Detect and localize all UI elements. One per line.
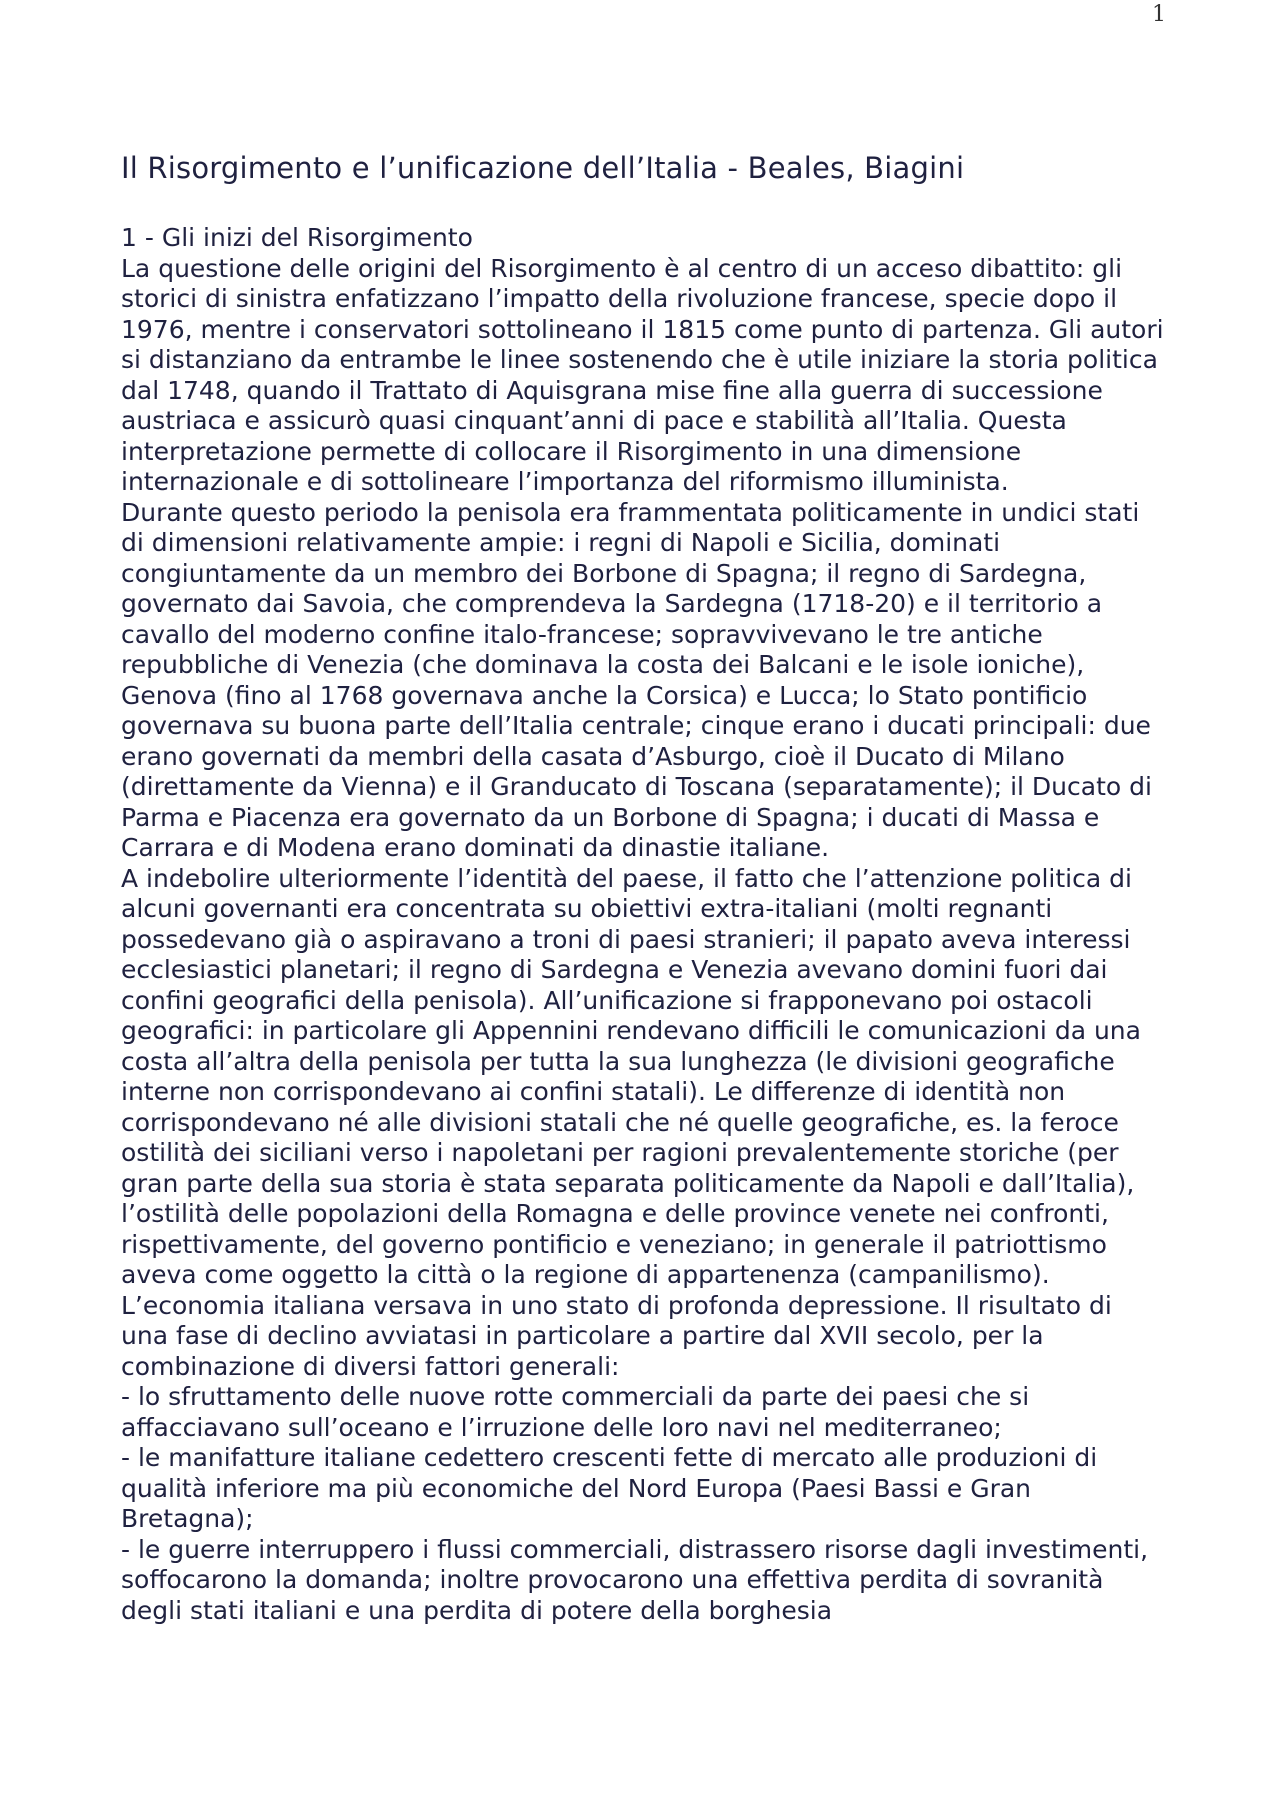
list-item-wars: - le guerre interruppero i flussi commerciali, distrassero risorse dagli investimenti, soffocarono la domanda; inoltre provocarono una effettiva perdita di sovranità degli stati italiani e una perdita di potere della borghesia	[121, 1534, 1149, 1625]
paragraph-political-fragmentation: Durante questo periodo la penisola era frammentata politicamente in undici stati di dimensioni relativamente ampie: i regni di Napoli e Sicilia, dominati congiuntamente da un membro dei Borbone di Spagna; il regno di Sardegna, governato dai Savoia, che comprendeva la Sardegna (1718-20) e il territorio a cavallo del moderno confine italo-francese; sopravvivevano le tre antiche repubbliche di Venezia (che dominava la costa dei Balcani e le isole ioniche), Genova (fino al 1768 governava anche la Corsica) e Lucca; lo Stato pontificio governava su buona parte dell’Italia centrale; cinque erano i ducati principali: due erano governati da membri della casata d’Asburgo, cioè il Ducato di Milano (direttamente da Vienna) e il Granducato di Toscana (separatamente); il Ducato di Parma e Piacenza era governato da un Borbone di Spagna; i ducati di Massa e Carrara e di Modena erano dominati da dinastie italiane.	[121, 497, 1152, 862]
document-body	[121, 150, 1166, 1626]
paragraph-weakened-identity: A indebolire ulteriormente l’identità del paese, il fatto che l’attenzione politica di alcuni governanti era concentrata su obiettivi extra-italiani (molti regnanti possedevano già o aspiravano a troni di paesi stranieri; il papato aveva interessi ecclesiastici planetari; il regno di Sardegna e Venezia avevano domini fuori dai confini geografici della penisola). All’unificazione si frapponevano poi ostacoli geografici: in particolare gli Appennini rendevano difficili le comunicazioni da una costa all’altra della penisola per tutta la sua lunghezza (le divisioni geografiche interne non corrispondevano ai confini statali). Le differenze di identità non corrispondevano né alle divisioni statali che né quelle geografiche, es. la feroce ostilità dei siciliani verso i napoletani per ragioni prevalentemente storiche (per gran parte della sua storia è stata separata politicamente da Napoli e dall’Italia), l’ostilità delle popolazioni della Romagna e delle province venete nei confronti, rispettivamente, del governo pontificio e veneziano; in generale il patriottismo aveva come oggetto la città o la regione di appartenenza (campanilismo).	[121, 863, 1141, 1289]
document-title: Il Risorgimento e l’unificazione dell’Italia - Beales, Biagini	[121, 151, 965, 185]
list-item-trade-routes: - lo sfruttamento delle nuove rotte commerciali da parte dei paesi che si affacciavano sull’oceano e l’irruzione delle loro navi nel mediterraneo;	[121, 1382, 1030, 1442]
paragraph-economic-depression: L’economia italiana versava in uno stato di profonda depressione. Il risultato di una fase di declino avviatasi in particolare a partire dal XVII secolo, per la combinazione di diversi fattori generali:	[121, 1290, 1112, 1381]
list-item-manufacturing: - le manifatture italiane cedettero crescenti fette di mercato alle produzioni di qualità inferiore ma più economiche del Nord Europa (Paesi Bassi e Gran Bretagna);	[121, 1443, 1098, 1533]
paragraph-origins-debate: La questione delle origini del Risorgimento è al centro di un acceso dibattito: gli storici di sinistra enfatizzano l’impatto della rivoluzione francese, specie dopo il 1976, mentre i conservatori sottolineano il 1815 come punto di partenza. Gli autori si distanziano da entrambe le linee sostenendo che è utile iniziare la storia politica dal 1748, quando il Trattato di Aquisgrana mise fine alla guerra di successione austriaca e assicurò quasi cinquant’anni di pace e stabilità all’Italia. Questa interpretazione permette di collocare il Risorgimento in una dimensione internazionale e di sottolineare l’importanza del riformismo illuminista.	[121, 253, 1164, 496]
section-heading: 1 - Gli inizi del Risorgimento	[121, 223, 473, 252]
page-number: 1	[1152, 2, 1166, 27]
